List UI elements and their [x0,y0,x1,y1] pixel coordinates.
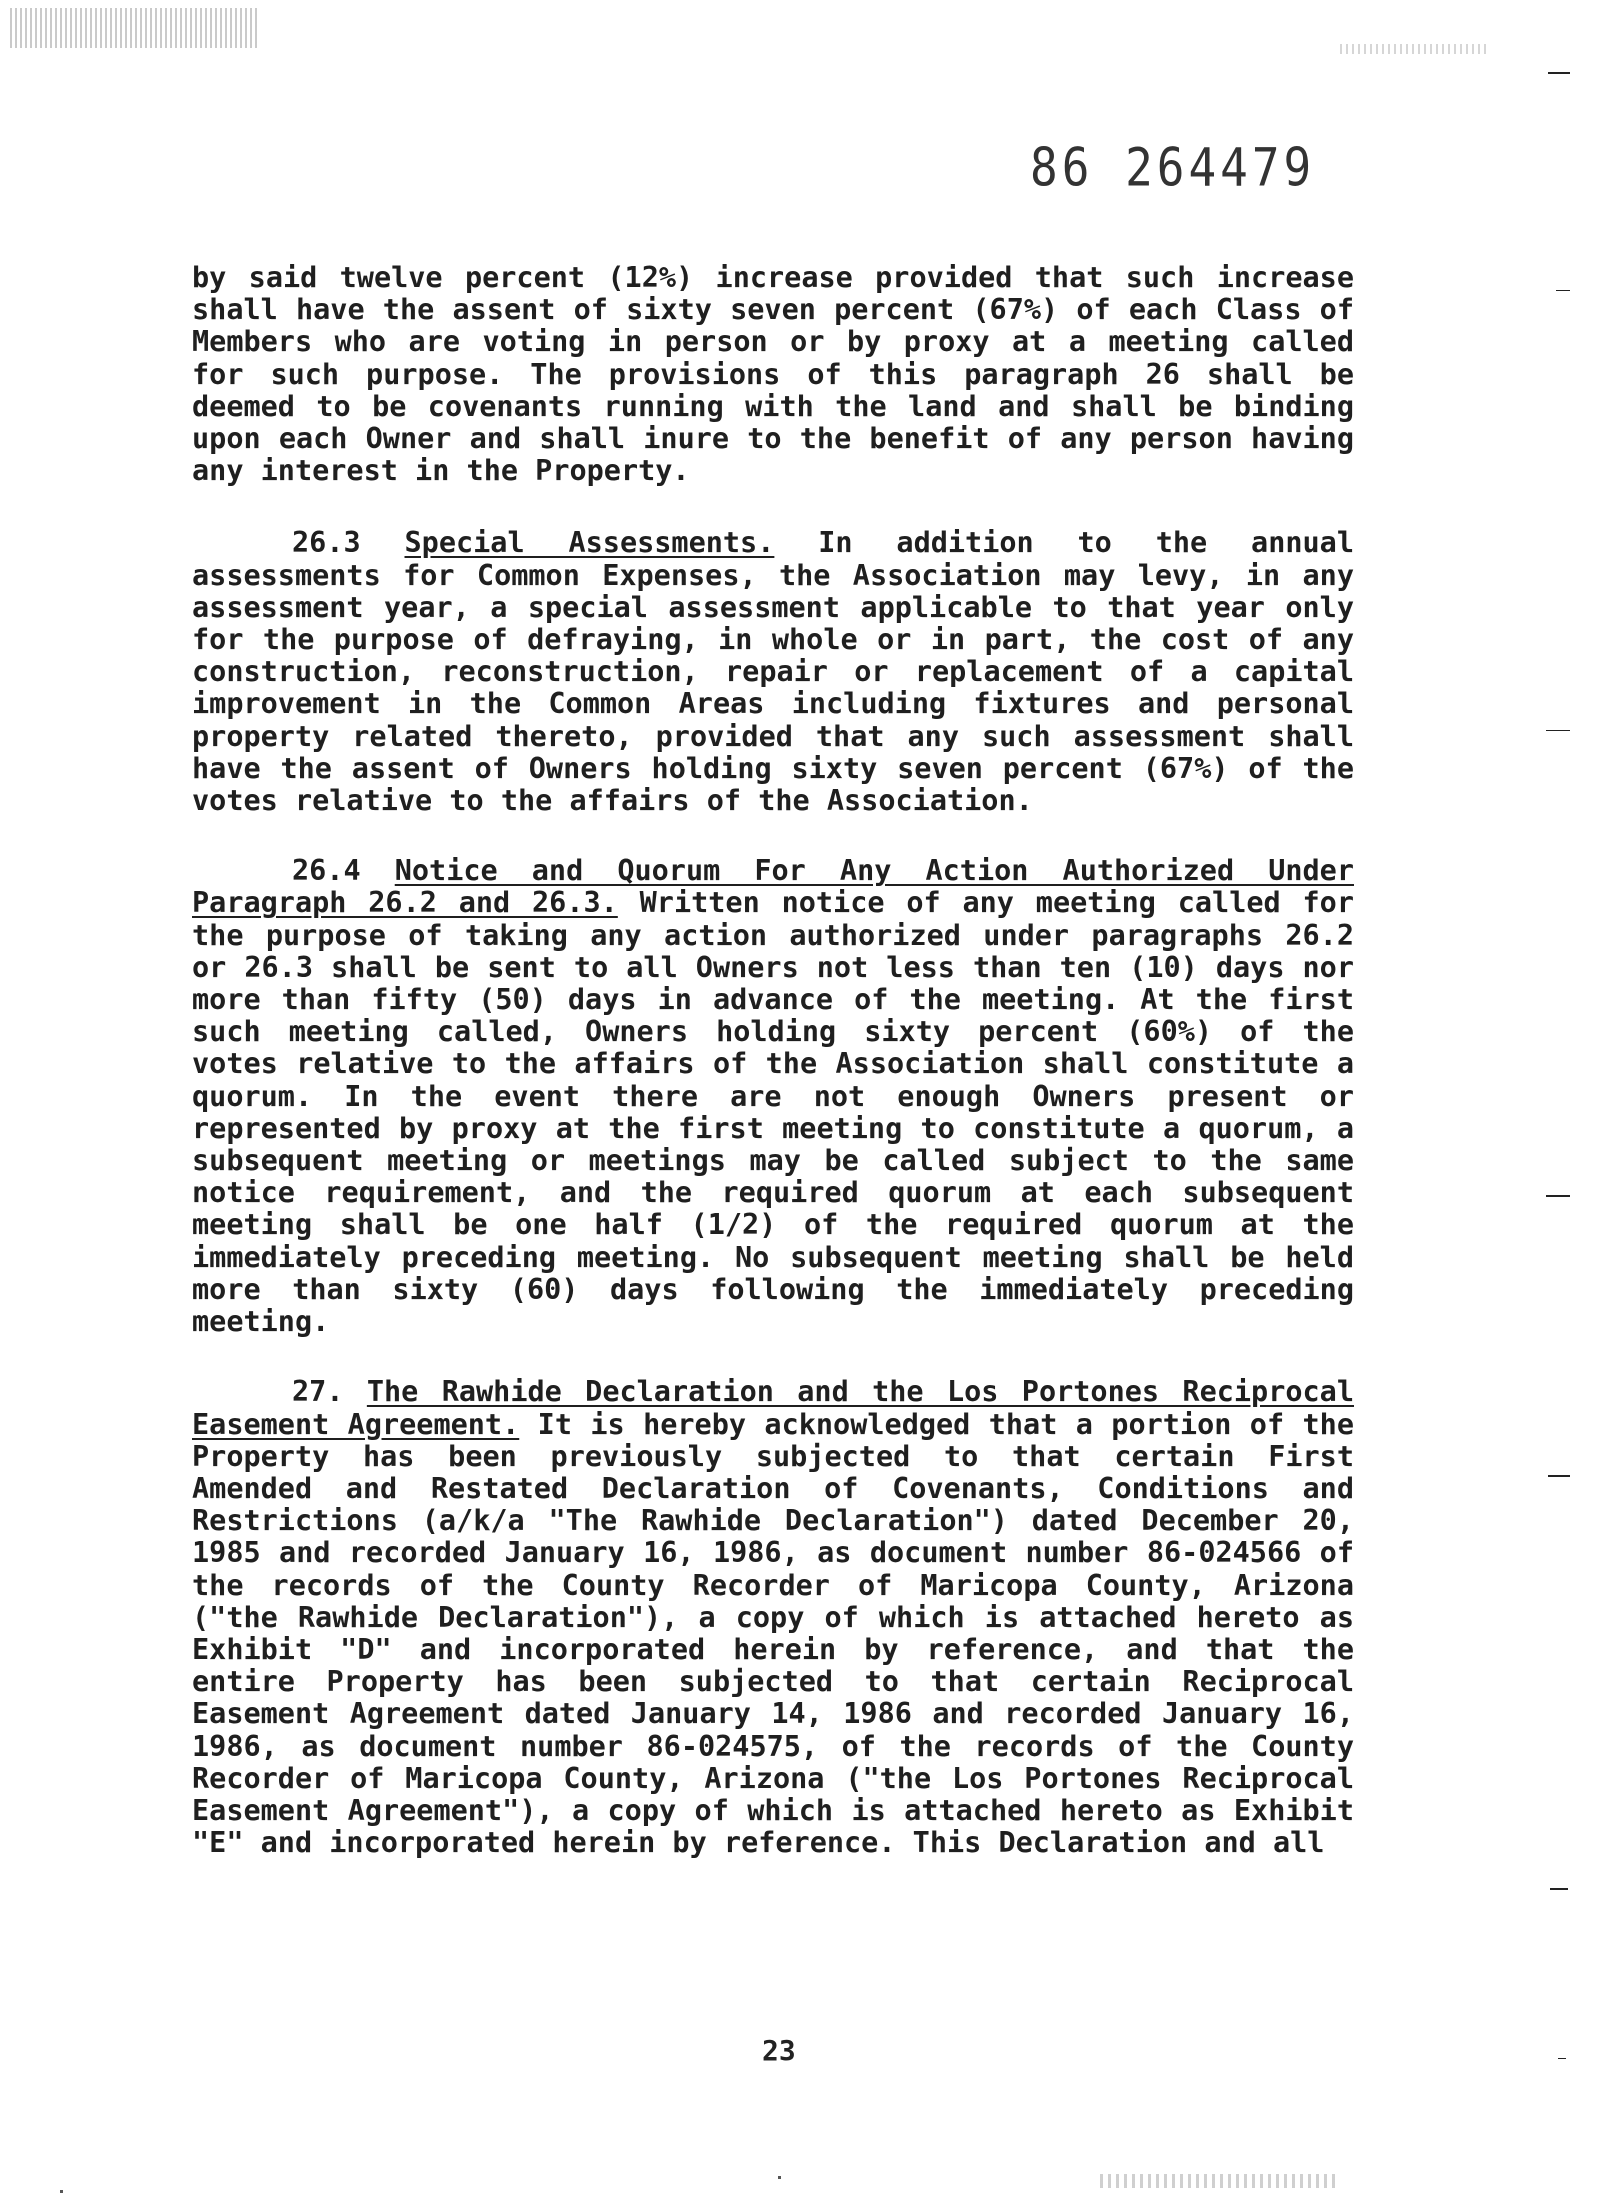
recording-number: 86 264479 [1030,135,1316,199]
section-number: 26.3 [292,526,361,560]
scan-speck [60,2190,63,2193]
section-number: 26.4 [292,854,361,888]
scan-edge-mark [1546,730,1570,731]
scan-speck [778,2176,781,2179]
section-number: 27. [292,1375,344,1409]
scan-edge-mark [1546,1195,1570,1197]
page-number: 23 [762,2034,796,2067]
scan-edge-mark [1556,290,1570,291]
section-26-3 [192,527,1354,817]
scan-artifact [10,8,260,48]
paragraph-text: It is hereby acknowledged that a portion of the Property has been previously subjected to that certain First Amended and Restated Declaration of Covenants, Conditions and Restrictions (a/k/a "The Rawhide Declaration") dated December 20, 1985 and recorded January 16, 1986, as document number 86-024566 of the records of the County Recorder of Maricopa County, Arizona ("the Rawhide Declaration"), a copy of which is attached hereto as Exhibit "D" and incorporated herein by reference, and that the entire Property has been subjected to that certain Reciprocal Easement Agreement dated January 14, 1986 and recorded January 16, 1986, as document number 86-024575, of the records of the County Recorder of Maricopa County, Arizona ("the Los Portones Reciprocal Easement Agreement"), a copy of which is attached hereto as Exhibit "E" and incorporated herein by reference. This Declaration and all [192,1407,1354,1860]
section-27 [192,1376,1354,1859]
document-body [192,262,1354,1897]
section-heading: The Rawhide Declaration and the Los Portones Reciprocal Easement Agreement. [192,1375,1354,1441]
paragraph-continuation [192,262,1354,487]
scan-artifact [1100,2174,1340,2188]
section-26-4 [192,855,1354,1338]
scan-edge-mark [1548,1475,1570,1477]
section-heading: Notice and Quorum For Any Action Authorized Under Paragraph 26.2 and 26.3. [192,854,1354,920]
paragraph-text: In addition to the annual assessments for Common Expenses, the Association may levy, in any assessment year, a special assessment applicable to that year only for the purpose of defraying, in whole or in part, the cost of any construction, reconstruction, repair or replacement of a capital improvement in the Common Areas including fixtures and personal property related thereto, provided that any such assessment shall have the assent of Owners holding sixty seven percent (67%) of the votes relative to the affairs of the Association. [192,526,1354,818]
section-heading: Special Assessments. [404,526,775,560]
paragraph-text: Written notice of any meeting called for the purpose of taking any action authorized under paragraphs 26.2 or 26.3 shall be sent to all Owners not less than ten (10) days nor more than fifty (50) days in advance of the meeting. At the first such meeting called, Owners holding sixty percent (60%) of the votes relative to the affairs of the Association shall constitute a quorum. In the event there are not enough Owners present or represented by proxy at the first meeting to constitute a quorum, a subsequent meeting or meetings may be called subject to the same notice requirement, and the required quorum at each subsequent meeting shall be one half (1/2) of the required quorum at the immediately preceding meeting. No subsequent meeting shall be held more than sixty (60) days following the immediately preceding meeting. [192,886,1354,1339]
scan-edge-mark [1548,72,1570,74]
scan-artifact [1340,44,1490,54]
scan-edge-mark [1550,1888,1568,1890]
paragraph-text: by said twelve percent (12%) increase provided that such increase shall have the assent of sixty seven percent (67%) of each Class of Members who are voting in person or by proxy at a meeting called for such purpose. The provisions of this paragraph 26 shall be deemed to be covenants running with the land and shall be binding upon each Owner and shall inure to the benefit of any person having any interest in the Property. [192,261,1354,488]
scan-edge-mark [1558,2058,1566,2059]
